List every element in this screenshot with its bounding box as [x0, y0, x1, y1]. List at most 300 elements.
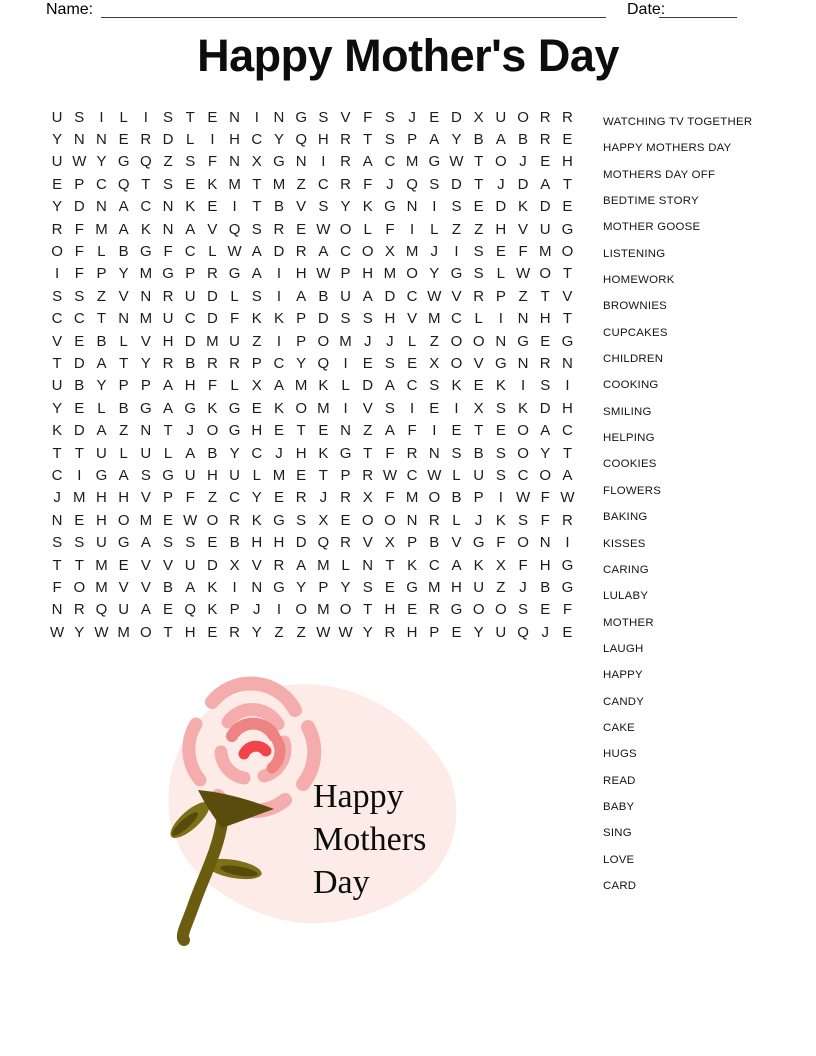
- grid-letter: T: [52, 556, 62, 574]
- grid-letter: G: [561, 578, 574, 596]
- grid-letter: R: [229, 354, 241, 372]
- grid-letter: D: [73, 198, 85, 216]
- word-search-grid: [46, 106, 579, 643]
- grid-letter: M: [317, 399, 330, 417]
- grid-letter: J: [541, 623, 549, 641]
- grid-letter: Q: [295, 131, 307, 149]
- grid-letter: P: [296, 310, 307, 328]
- grid-letter: H: [229, 131, 241, 149]
- grid-letter: L: [186, 131, 195, 149]
- grid-letter: W: [227, 243, 242, 261]
- grid-letter: I: [410, 220, 415, 238]
- grid-letter: Q: [140, 153, 152, 171]
- grid-letter: Z: [429, 332, 439, 350]
- grid-letter: R: [340, 175, 351, 193]
- grid-letter: I: [410, 399, 415, 417]
- grid-letter: Y: [273, 131, 284, 149]
- grid-letter: L: [363, 220, 372, 238]
- grid-letter: M: [428, 310, 441, 328]
- grid-letter: K: [362, 198, 373, 216]
- grid-letter: G: [228, 422, 241, 440]
- grid-letter: I: [232, 578, 237, 596]
- grid-letter: T: [562, 265, 572, 283]
- grid-letter: U: [539, 220, 551, 238]
- grid-letter: E: [118, 556, 129, 574]
- grid-letter: B: [473, 444, 484, 462]
- grid-letter: K: [273, 310, 284, 328]
- grid-letter: X: [384, 534, 395, 552]
- grid-letter: T: [74, 444, 84, 462]
- word-list-item: WATCHING TV TOGETHER: [603, 116, 753, 128]
- grid-letter: N: [162, 198, 174, 216]
- grid-letter: K: [251, 511, 262, 529]
- grid-letter: S: [251, 287, 262, 305]
- grid-letter: M: [95, 578, 108, 596]
- grid-letter: S: [74, 534, 85, 552]
- grid-letter: S: [429, 377, 440, 395]
- grid-letter: Y: [96, 153, 107, 171]
- grid-letter: W: [316, 265, 331, 283]
- grid-letter: L: [119, 108, 128, 126]
- grid-letter: O: [206, 511, 219, 529]
- grid-letter: A: [273, 377, 284, 395]
- grid-letter: Q: [406, 175, 418, 193]
- word-list-item: HUGS: [603, 748, 637, 761]
- grid-letter: A: [163, 377, 174, 395]
- grid-letter: P: [229, 601, 240, 619]
- grid-letter: H: [539, 556, 551, 574]
- grid-letter: K: [318, 444, 329, 462]
- grid-letter: B: [163, 578, 174, 596]
- grid-letter: V: [362, 399, 373, 417]
- grid-letter: E: [318, 422, 329, 440]
- grid-letter: O: [73, 578, 86, 596]
- grid-letter: P: [407, 131, 418, 149]
- grid-letter: R: [428, 601, 440, 619]
- grid-letter: B: [118, 399, 129, 417]
- grid-letter: R: [140, 131, 152, 149]
- grid-letter: H: [295, 265, 307, 283]
- grid-letter: G: [273, 511, 285, 529]
- grid-letter: C: [451, 310, 462, 328]
- grid-letter: I: [498, 310, 503, 328]
- grid-letter: H: [406, 623, 418, 641]
- greeting-line-3: Day: [313, 864, 370, 901]
- grid-letter: G: [228, 265, 241, 283]
- grid-letter: S: [429, 175, 440, 193]
- grid-letter: U: [184, 466, 196, 484]
- grid-letter: R: [561, 108, 573, 126]
- grid-letter: B: [318, 287, 329, 305]
- grid-letter: B: [74, 377, 85, 395]
- grid-letter: S: [52, 534, 63, 552]
- grid-letter: T: [385, 556, 395, 574]
- grid-letter: N: [51, 511, 63, 529]
- word-list-item: FLOWERS: [603, 484, 662, 497]
- grid-letter: H: [561, 153, 573, 171]
- grid-letter: D: [206, 310, 218, 328]
- grid-letter: R: [206, 265, 218, 283]
- grid-letter: W: [316, 220, 331, 238]
- grid-letter: P: [296, 332, 307, 350]
- grid-letter: V: [451, 287, 462, 305]
- grid-letter: T: [474, 175, 484, 193]
- grid-letter: H: [384, 310, 396, 328]
- grid-letter: W: [515, 265, 531, 283]
- grid-letter: J: [186, 422, 194, 440]
- grid-letter: Q: [517, 623, 529, 641]
- grid-letter: E: [52, 175, 63, 193]
- name-label: Name:: [46, 1, 94, 18]
- grid-letter: I: [565, 534, 570, 552]
- grid-letter: M: [383, 265, 397, 283]
- grid-letter: J: [253, 601, 261, 619]
- grid-letter: L: [230, 377, 239, 395]
- grid-letter: S: [495, 444, 506, 462]
- grid-letter: M: [405, 489, 419, 507]
- grid-letter: A: [429, 131, 440, 149]
- grid-letter: F: [52, 578, 62, 596]
- grid-letter: G: [295, 108, 307, 126]
- grid-letter: J: [408, 108, 416, 126]
- grid-letter: X: [251, 377, 262, 395]
- word-list-item: BABY: [603, 800, 635, 813]
- grid-letter: K: [451, 377, 462, 395]
- word-list-item: HOMEWORK: [603, 274, 675, 287]
- grid-letter: C: [406, 466, 418, 484]
- grid-letter: S: [163, 175, 174, 193]
- grid-letter: U: [473, 578, 485, 596]
- grid-letter: Z: [163, 153, 173, 171]
- grid-letter: S: [163, 534, 174, 552]
- grid-letter: S: [518, 601, 529, 619]
- grid-letter: Y: [52, 131, 63, 149]
- grid-letter: J: [386, 332, 394, 350]
- grid-letter: A: [96, 354, 107, 372]
- grid-letter: H: [184, 623, 196, 641]
- grid-letter: B: [451, 489, 462, 507]
- grid-letter: U: [184, 556, 196, 574]
- word-list-item: CARING: [603, 563, 649, 576]
- grid-letter: O: [450, 332, 463, 350]
- grid-letter: X: [229, 556, 240, 574]
- grid-letter: X: [362, 489, 373, 507]
- grid-letter: D: [206, 556, 218, 574]
- word-list-item: BEDTIME STORY: [603, 195, 699, 208]
- grid-letter: R: [340, 489, 351, 507]
- grid-letter: X: [429, 354, 440, 372]
- grid-letter: J: [497, 175, 505, 193]
- grid-letter: F: [363, 175, 373, 193]
- grid-letter: J: [275, 444, 283, 462]
- grid-letter: U: [51, 108, 63, 126]
- grid-letter: D: [295, 534, 307, 552]
- grid-letter: O: [517, 534, 529, 552]
- grid-letter: G: [228, 399, 241, 417]
- grid-letter: D: [539, 399, 551, 417]
- grid-letter: T: [562, 310, 572, 328]
- grid-letter: I: [77, 466, 82, 484]
- grid-letter: I: [276, 287, 282, 305]
- grid-letter: Y: [52, 198, 63, 216]
- grid-letter: E: [495, 422, 506, 440]
- grid-letter: I: [498, 489, 503, 507]
- grid-letter: B: [185, 354, 196, 372]
- grid-letter: E: [495, 243, 506, 261]
- grid-letter: Z: [363, 422, 373, 440]
- word-list-item: MOTHERS DAY OFF: [603, 168, 716, 181]
- grid-letter: O: [384, 511, 396, 529]
- grid-letter: K: [207, 601, 218, 619]
- grid-letter: T: [318, 466, 328, 484]
- word-list-item: LAUGH: [603, 642, 644, 655]
- grid-letter: I: [321, 153, 326, 171]
- grid-letter: W: [427, 466, 442, 484]
- grid-letter: N: [96, 131, 107, 149]
- grid-letter: C: [251, 444, 263, 462]
- grid-letter: M: [317, 601, 330, 619]
- grid-letter: R: [229, 623, 241, 641]
- grid-letter: L: [430, 220, 439, 238]
- grid-letter: U: [495, 108, 507, 126]
- grid-letter: H: [539, 310, 551, 328]
- word-list-item: KISSES: [603, 537, 646, 550]
- grid-letter: U: [118, 601, 130, 619]
- grid-letter: P: [340, 265, 351, 283]
- grid-letter: M: [272, 466, 286, 484]
- grid-letter: O: [361, 511, 374, 529]
- word-list-item: CHILDREN: [603, 353, 664, 366]
- grid-letter: H: [96, 511, 107, 529]
- grid-letter: K: [140, 220, 151, 238]
- grid-letter: E: [207, 623, 218, 641]
- grid-letter: Y: [340, 578, 351, 596]
- grid-letter: R: [539, 131, 551, 149]
- grid-letter: W: [338, 623, 353, 641]
- grid-letter: E: [429, 399, 440, 417]
- grid-letter: R: [206, 354, 218, 372]
- word-list-item: LOVE: [603, 853, 635, 866]
- grid-letter: C: [251, 131, 263, 149]
- grid-letter: A: [540, 422, 551, 440]
- grid-letter: L: [452, 466, 461, 484]
- grid-letter: S: [384, 108, 395, 126]
- grid-letter: O: [495, 601, 507, 619]
- grid-letter: R: [162, 287, 174, 305]
- grid-letter: W: [72, 153, 87, 171]
- grid-letter: W: [183, 511, 198, 529]
- grid-letter: A: [562, 466, 573, 484]
- grid-letter: E: [251, 399, 262, 417]
- grid-letter: D: [273, 243, 285, 261]
- grid-letter: Z: [451, 220, 462, 238]
- grid-letter: L: [341, 556, 350, 574]
- grid-letter: F: [518, 243, 528, 261]
- grid-letter: L: [474, 310, 483, 328]
- grid-letter: A: [118, 198, 129, 216]
- grid-letter: Y: [74, 623, 85, 641]
- grid-letter: O: [317, 332, 330, 350]
- grid-letter: B: [96, 332, 107, 350]
- grid-letter: E: [384, 578, 395, 596]
- grid-letter: C: [51, 466, 63, 484]
- grid-letter: H: [384, 601, 396, 619]
- grid-letter: O: [140, 623, 152, 641]
- grid-letter: E: [451, 422, 462, 440]
- grid-letter: V: [140, 556, 151, 574]
- grid-letter: F: [207, 377, 217, 395]
- grid-letter: X: [384, 243, 395, 261]
- grid-letter: R: [539, 108, 551, 126]
- grid-letter: M: [139, 511, 153, 529]
- grid-letter: U: [340, 287, 351, 305]
- grid-letter: Y: [362, 623, 373, 641]
- grid-letter: V: [451, 534, 462, 552]
- grid-letter: C: [273, 354, 285, 372]
- grid-letter: S: [518, 511, 529, 529]
- date-label: Date:: [627, 1, 666, 18]
- grid-letter: P: [185, 265, 196, 283]
- grid-letter: L: [163, 444, 173, 462]
- grid-letter: N: [539, 534, 551, 552]
- grid-letter: H: [162, 332, 174, 350]
- grid-letter: O: [361, 243, 374, 261]
- grid-letter: T: [163, 623, 173, 641]
- grid-letter: P: [340, 466, 351, 484]
- grid-letter: V: [251, 556, 262, 574]
- grid-letter: I: [99, 108, 104, 126]
- grid-letter: N: [340, 422, 351, 440]
- grid-letter: O: [517, 108, 529, 126]
- grid-letter: S: [384, 131, 395, 149]
- grid-letter: S: [451, 444, 462, 462]
- grid-letter: O: [295, 601, 307, 619]
- grid-letter: W: [94, 623, 109, 641]
- grid-letter: A: [118, 220, 129, 238]
- grid-letter: M: [405, 153, 419, 171]
- grid-letter: A: [318, 243, 329, 261]
- grid-letter: M: [139, 265, 153, 283]
- grid-letter: U: [51, 153, 63, 171]
- grid-letter: N: [428, 444, 440, 462]
- grid-letter: L: [341, 377, 350, 395]
- grid-letter: T: [474, 422, 484, 440]
- grid-letter: E: [540, 153, 551, 171]
- grid-letter: R: [340, 131, 351, 149]
- grid-letter: O: [339, 601, 352, 619]
- word-list-item: HELPING: [603, 432, 655, 445]
- grid-letter: X: [318, 511, 329, 529]
- grid-letter: N: [561, 354, 573, 372]
- grid-letter: H: [295, 444, 307, 462]
- grid-letter: D: [73, 422, 85, 440]
- grid-letter: U: [51, 377, 63, 395]
- grid-letter: N: [140, 422, 152, 440]
- grid-letter: H: [184, 377, 196, 395]
- grid-letter: Y: [251, 623, 262, 641]
- grid-letter: G: [162, 466, 174, 484]
- grid-letter: N: [406, 511, 418, 529]
- grid-letter: F: [74, 265, 84, 283]
- grid-letter: M: [405, 243, 419, 261]
- grid-letter: J: [319, 489, 328, 507]
- grid-letter: U: [162, 310, 174, 328]
- grid-letter: C: [384, 153, 396, 171]
- grid-letter: F: [74, 243, 84, 261]
- grid-letter: K: [251, 310, 262, 328]
- grid-letter: N: [118, 310, 130, 328]
- grid-letter: K: [185, 198, 196, 216]
- grid-letter: D: [162, 131, 174, 149]
- grid-letter: N: [51, 601, 63, 619]
- grid-letter: A: [118, 466, 129, 484]
- grid-letter: T: [163, 422, 173, 440]
- grid-letter: G: [384, 198, 396, 216]
- grid-letter: F: [540, 511, 550, 529]
- grid-letter: X: [473, 399, 484, 417]
- grid-letter: S: [296, 511, 307, 529]
- grid-letter: S: [318, 198, 329, 216]
- grid-letter: R: [273, 220, 285, 238]
- grid-letter: I: [432, 198, 437, 216]
- grid-letter: Z: [207, 489, 217, 507]
- grid-letter: J: [363, 332, 372, 350]
- grid-letter: H: [206, 466, 218, 484]
- grid-letter: O: [51, 243, 63, 261]
- grid-letter: C: [317, 175, 329, 193]
- grid-letter: K: [473, 556, 484, 574]
- grid-letter: Y: [340, 198, 351, 216]
- page-title: Happy Mother's Day: [197, 30, 619, 81]
- grid-letter: I: [343, 354, 348, 372]
- grid-letter: K: [495, 511, 506, 529]
- grid-letter: D: [317, 310, 329, 328]
- grid-letter: L: [119, 444, 128, 462]
- grid-letter: F: [185, 489, 195, 507]
- grid-letter: F: [562, 601, 572, 619]
- grid-letter: S: [362, 578, 373, 596]
- grid-letter: O: [450, 354, 463, 372]
- grid-letter: G: [95, 466, 108, 484]
- grid-letter: M: [272, 175, 286, 193]
- grid-letter: M: [294, 377, 308, 395]
- grid-letter: Q: [95, 601, 108, 619]
- grid-letter: H: [251, 534, 263, 552]
- grid-letter: E: [429, 108, 440, 126]
- grid-letter: C: [96, 175, 107, 193]
- grid-letter: T: [52, 444, 62, 462]
- grid-letter: I: [55, 265, 60, 283]
- word-list-item: CUPCAKES: [603, 326, 668, 339]
- grid-letter: B: [429, 534, 440, 552]
- grid-letter: R: [406, 444, 418, 462]
- grid-letter: P: [74, 175, 85, 193]
- grid-letter: G: [561, 220, 574, 238]
- grid-letter: I: [232, 198, 237, 216]
- grid-letter: S: [52, 287, 63, 305]
- grid-letter: V: [340, 108, 351, 126]
- grid-letter: E: [473, 377, 484, 395]
- grid-letter: C: [406, 377, 418, 395]
- grid-letter: K: [518, 399, 529, 417]
- grid-letter: P: [163, 489, 174, 507]
- grid-letter: M: [73, 489, 86, 507]
- grid-letter: P: [318, 578, 329, 596]
- grid-letter: V: [407, 310, 418, 328]
- grid-letter: G: [140, 399, 152, 417]
- grid-letter: W: [382, 466, 397, 484]
- grid-letter: W: [449, 153, 464, 171]
